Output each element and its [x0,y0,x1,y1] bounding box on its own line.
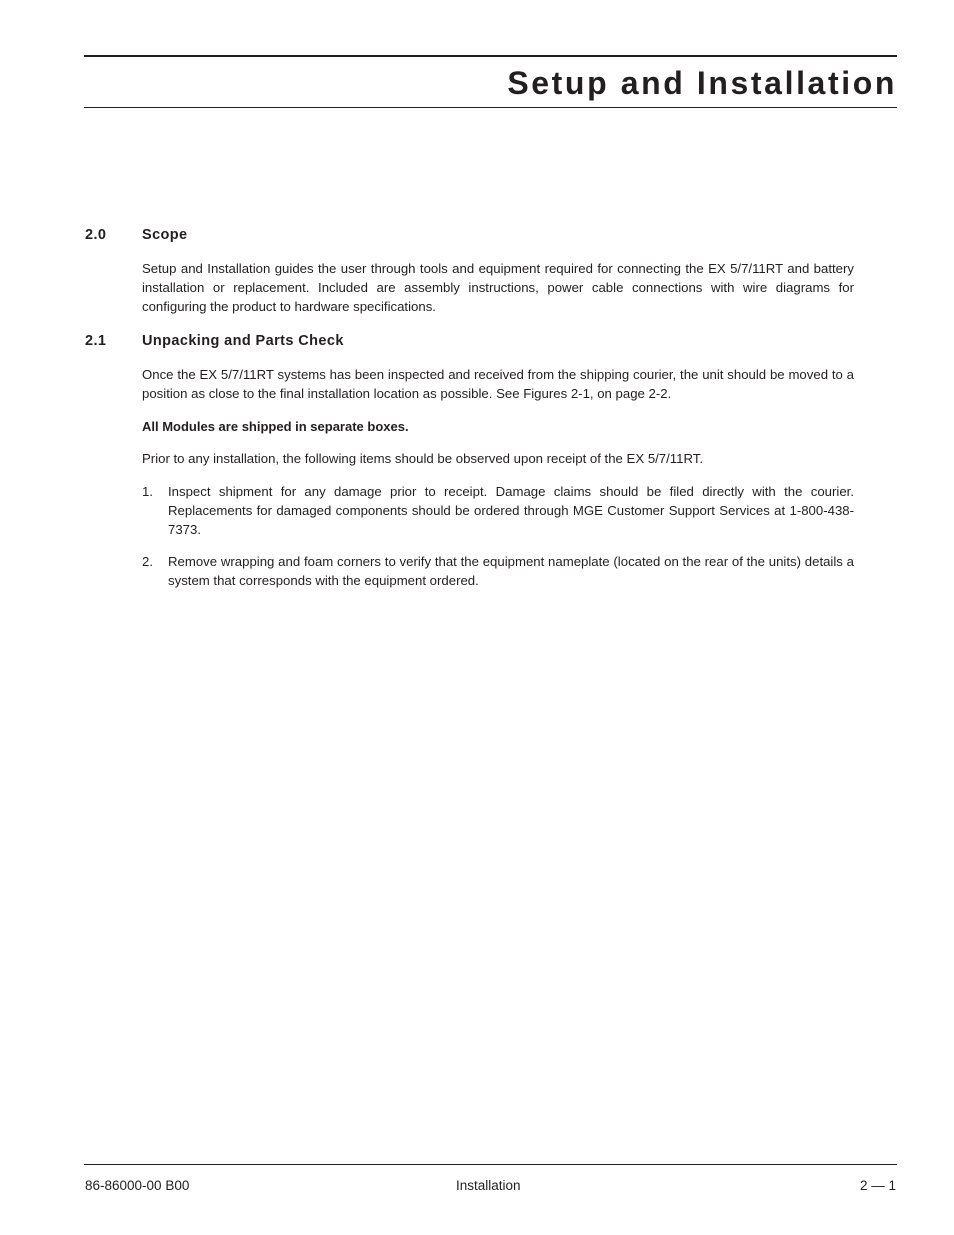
scope-paragraph: Setup and Installation guides the user through tools and equipment required for connecting the EX 5/7/11RT and battery installation or replacement. Included are assembly instructions, power cable connections with wire diagrams for configuring the product to hardware specifications. [142,261,854,314]
list-item [142,552,854,590]
section-title: Unpacking and Parts Check [142,333,344,349]
shipping-note: All Modules are shipped in separate boxes. [142,419,409,434]
page-title: Setup and Installation [507,65,897,101]
footer-doc-number: 86-86000-00 B00 [85,1178,190,1193]
unpacking-paragraph: Once the EX 5/7/11RT systems has been inspected and received from the shipping courier, the unit should be moved to a position as close to the final installation location as possible. See Figures 2-1, on page 2-2. [142,367,854,401]
header-bottom-rule [84,107,897,108]
section-heading-unpacking [85,332,344,350]
footer-chapter: Installation [456,1178,521,1193]
section-number: 2.0 [85,227,107,243]
list-item-text: Remove wrapping and foam corners to verify that the equipment nameplate (located on the rear of the units) details a system that corresponds with the equipment ordered. [168,554,854,588]
footer-page-number: 2 — 1 [859,1178,896,1193]
section-title: Scope [142,227,188,243]
list-marker: 1. [142,484,153,499]
list-item-text: Inspect shipment for any damage prior to receipt. Damage claims should be filed directly with the courier. Replacements for damaged components should be ordered through MGE Customer Support Services at 1-800-438-7373. [168,484,854,537]
inspection-intro: Prior to any installation, the following items should be observed upon receipt of the EX 5/7/11RT. [142,451,704,466]
section-heading-scope [85,226,188,244]
list-marker: 2. [142,554,153,569]
footer-rule [84,1164,897,1165]
list-item [142,482,854,539]
section-number: 2.1 [85,333,107,349]
header-top-rule [84,55,897,57]
